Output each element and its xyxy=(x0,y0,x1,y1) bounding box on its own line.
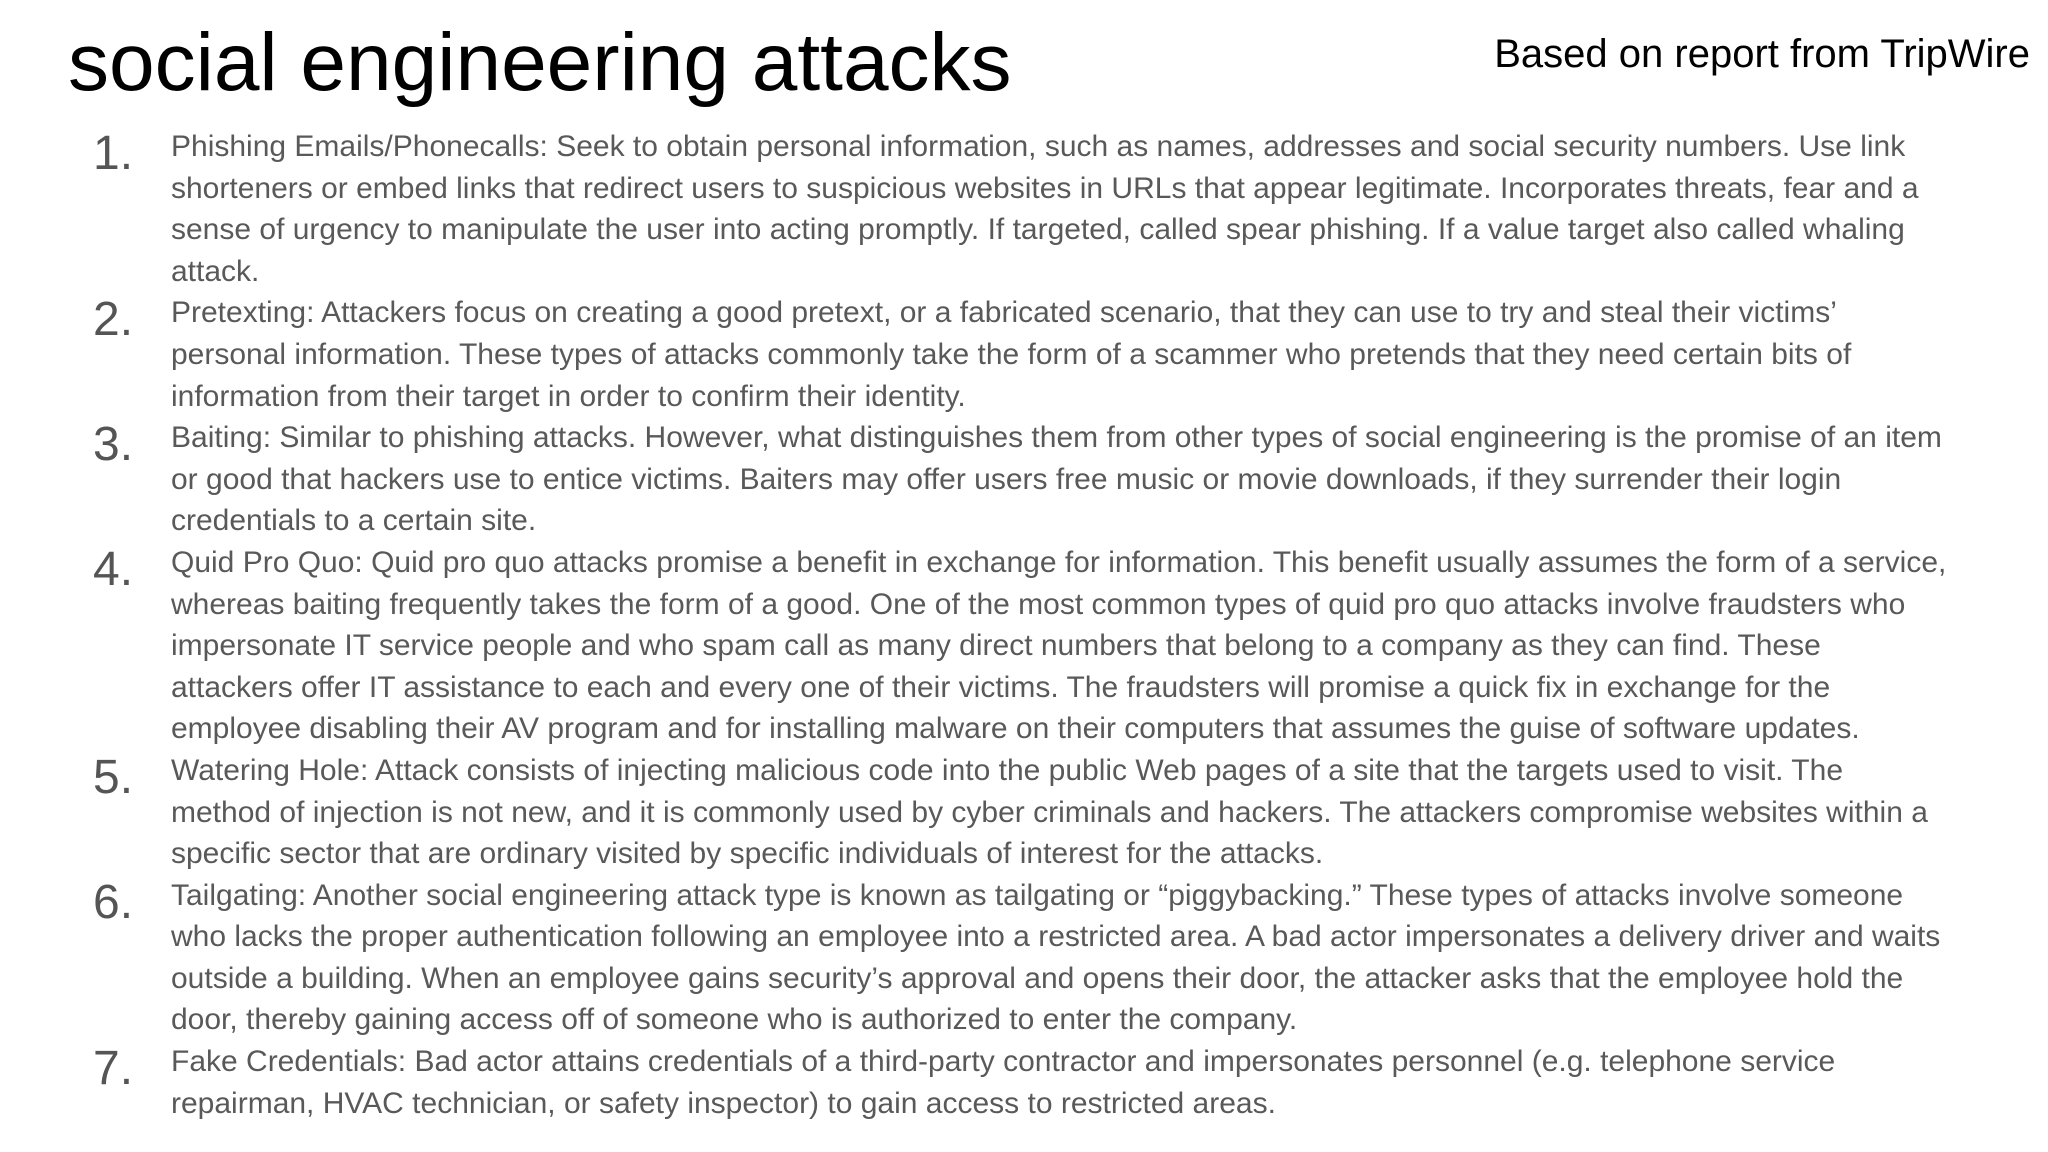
attack-item-baiting xyxy=(0,417,2048,542)
attack-description: Baiting: Similar to phishing attacks. However, what distinguishes them from other types of social engineering is the promise of an item or good that hackers use to entice victims. Baiters may offer users free music or movie downloads, if they surrender their login credentials to a certain site. xyxy=(171,421,1942,538)
attack-item-pretexting xyxy=(0,292,2048,417)
list-number: 3. xyxy=(93,418,134,472)
attack-item-tailgating xyxy=(0,875,2048,1041)
list-number: 1. xyxy=(93,127,134,180)
list-number: 7. xyxy=(93,1042,134,1096)
attack-description: Fake Credentials: Bad actor attains credentials of a third-party contractor and impersonates personnel (e.g. telephone service repairman, HVAC technician, or safety inspector) to gain access to restricted areas. xyxy=(171,1045,1836,1120)
slide-title: social engineering attacks xyxy=(68,17,1012,108)
list-number: 6. xyxy=(93,875,134,929)
attack-description: Watering Hole: Attack consists of injecting malicious code into the public Web pages of a site that the targets used to visit. The method of injection is not new, and it is commonly used by cyber criminals and hackers. The attackers compromise websites within a specific sector that are ordinary visited by specific individuals of interest for the attacks. xyxy=(171,753,1928,871)
attack-description: Phishing Emails/Phonecalls: Seek to obtain personal information, such as names, addresses and social security numbers. Use link shorteners or embed links that redirect users to suspicious websites in URLs that appear legitimate. Incorporates threats, fear and a sense of urgency to manipulate the user into acting promptly. If targeted, called spear phishing. If a value target also called whaling attack. xyxy=(171,130,1919,288)
attack-description: Tailgating: Another social engineering attack type is known as tailgating or “piggybacking.” These types of attacks involve someone who lacks the proper authentication following an employee into a restricted area. A bad actor impersonates a delivery driver and waits outside a building. When an employee gains security’s approval and opens their door, the attacker asks that the employee hold the door, thereby gaining access off of someone who is authorized to enter the company. xyxy=(171,878,1941,1037)
list-number: 2. xyxy=(93,293,134,347)
attack-item-quid-pro-quo xyxy=(0,542,2048,750)
attack-list xyxy=(0,126,2048,1124)
attack-item-watering-hole xyxy=(0,750,2048,875)
list-number: 4. xyxy=(93,542,134,596)
attack-description: Pretexting: Attackers focus on creating a good pretext, or a fabricated scenario, that they can use to try and steal their victims’ personal information. These types of attacks commonly take the form of a scammer who pretends that they need certain bits of information from their target in order to confirm their identity. xyxy=(171,296,1852,413)
attack-item-fake-credentials xyxy=(0,1041,2048,1124)
attack-item-phishing xyxy=(0,126,2048,292)
attack-description: Quid Pro Quo: Quid pro quo attacks promise a benefit in exchange for information. This benefit usually assumes the form of a service, whereas baiting frequently takes the form of a good. One of the most common types of quid pro quo attacks involve fraudsters who impersonate IT service people and who spam call as many direct numbers that belong to a company as they can find. These attackers offer IT assistance to each and every one of their victims. The fraudsters will promise a quick fix in exchange for the employee disabling their AV program and for installing malware on their computers that assumes the guise of software updates. xyxy=(171,545,1947,746)
source-note: Based on report from TripWire xyxy=(1494,32,2030,76)
list-number: 5. xyxy=(93,750,134,804)
